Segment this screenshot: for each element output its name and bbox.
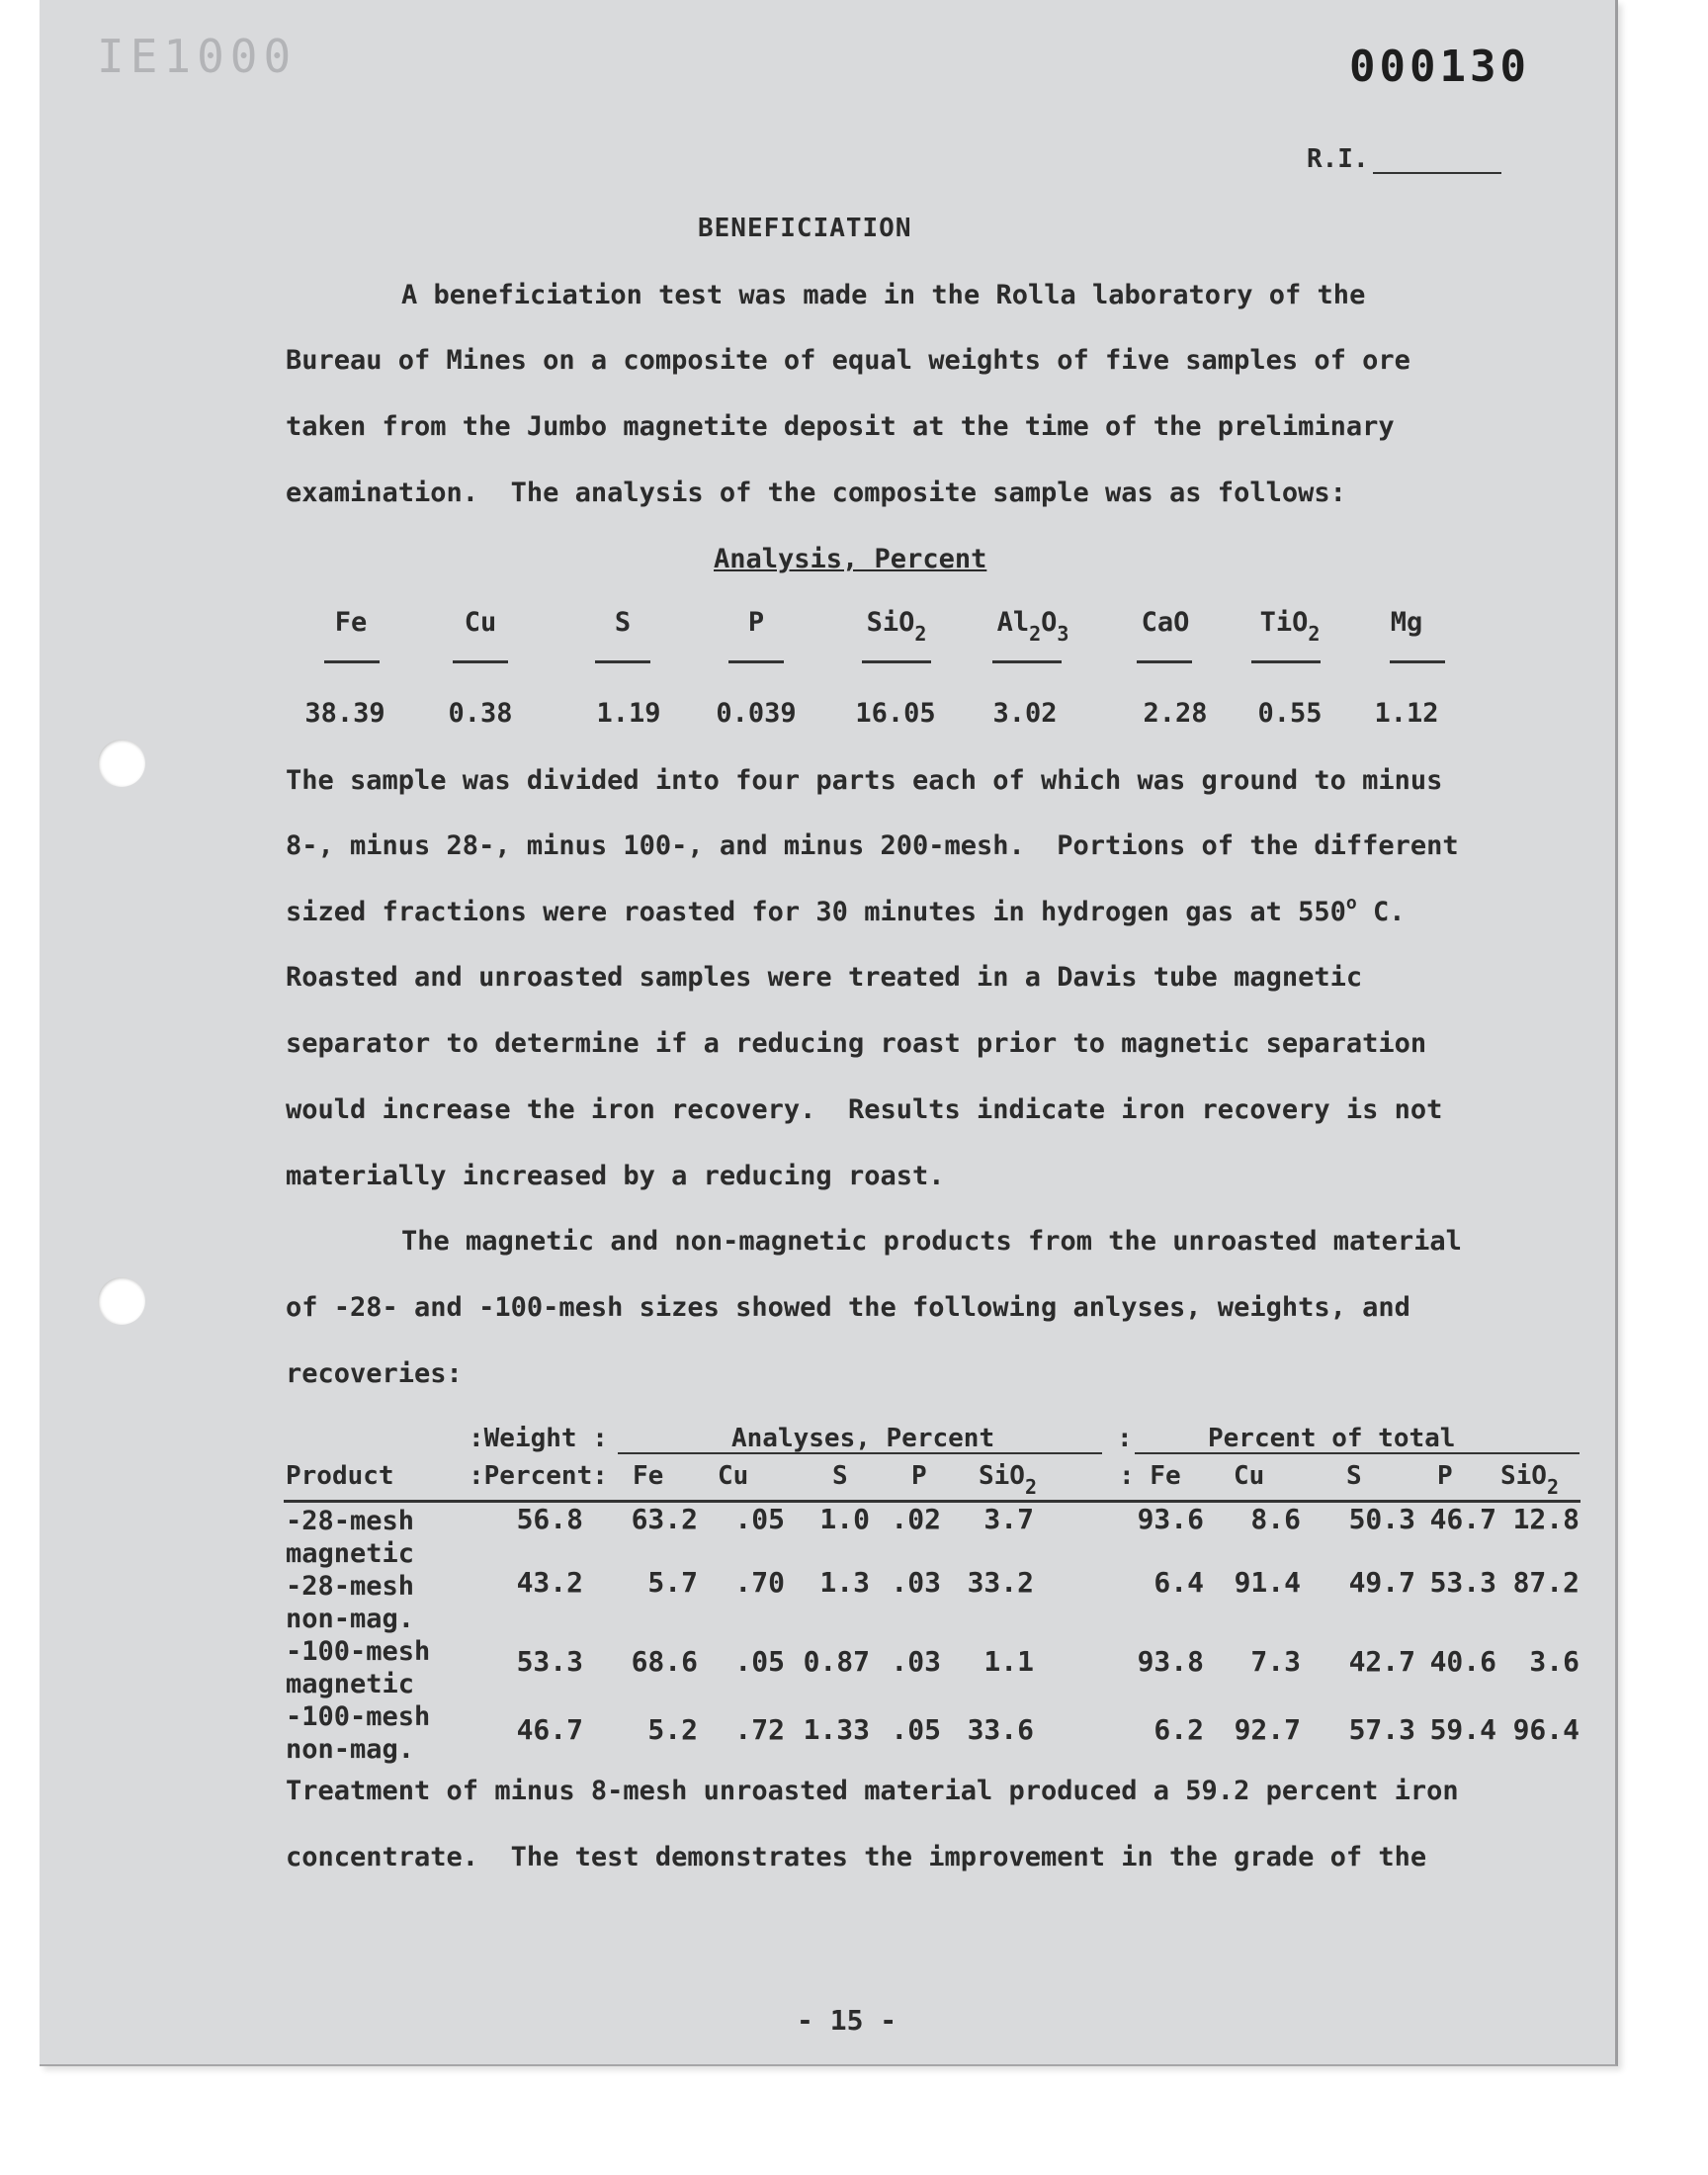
cell-total-p: 46.7 bbox=[1429, 1503, 1496, 1535]
element-header-fe: Fe bbox=[334, 607, 368, 638]
cell-sio2: 33.2 bbox=[967, 1566, 1034, 1599]
paragraph-line: sized fractions were roasted for 30 minutes in hydrogen gas at 550$^o$ C. bbox=[286, 893, 1406, 927]
paragraph-line: of -28- and -100-mesh sizes showed the following anlyses, weights, and bbox=[286, 1292, 1410, 1323]
table-header-a-cu: Cu bbox=[718, 1461, 749, 1491]
cell-weight: 46.7 bbox=[516, 1713, 583, 1746]
table-header-a-p: P bbox=[911, 1461, 927, 1491]
cell-cu: .72 bbox=[734, 1713, 785, 1746]
paragraph-line: 8-, minus 28-, minus 100-, and minus 200-mesh. Portions of the different bbox=[286, 830, 1459, 861]
analyses-header-rule bbox=[618, 1452, 1102, 1454]
paragraph-line: would increase the iron recovery. Results indicate iron recovery is not bbox=[286, 1094, 1443, 1125]
cell-fe: 63.2 bbox=[631, 1503, 698, 1535]
analysis-value-tio2: 0.55 bbox=[1257, 698, 1323, 729]
paragraph-line: The magnetic and non-magnetic products from the unroasted material bbox=[401, 1226, 1462, 1257]
table-header-analyses: Analyses, Percent bbox=[731, 1424, 995, 1453]
paragraph-line: recoveries: bbox=[286, 1358, 463, 1389]
cell-cu: .05 bbox=[734, 1503, 785, 1535]
table-header-a-sio2: SiO$_2$ bbox=[979, 1461, 1038, 1499]
table-header-weight: :Weight : bbox=[469, 1424, 608, 1453]
product-name: -100-mesh non-mag. bbox=[286, 1701, 431, 1765]
cell-total-cu: 92.7 bbox=[1234, 1713, 1301, 1746]
ri-field bbox=[1307, 144, 1501, 174]
document-number-stamp: 000130 bbox=[1349, 42, 1530, 92]
cell-total-sio2: 96.4 bbox=[1512, 1713, 1580, 1746]
cell-weight: 53.3 bbox=[516, 1645, 583, 1678]
document-page bbox=[40, 0, 1618, 2066]
table-header-t-sio2: SiO$_2$ bbox=[1500, 1461, 1560, 1499]
punch-hole-bottom bbox=[98, 1277, 145, 1325]
cell-fe: 5.2 bbox=[647, 1713, 698, 1746]
cell-p: .05 bbox=[891, 1713, 941, 1746]
total-header-rule bbox=[1135, 1452, 1580, 1454]
paragraph-line: concentrate. The test demonstrates the improvement in the grade of the bbox=[286, 1842, 1427, 1872]
cell-total-p: 59.4 bbox=[1429, 1713, 1496, 1746]
paragraph-line: Bureau of Mines on a composite of equal weights of five samples of ore bbox=[286, 345, 1410, 376]
analysis-value-p: 0.039 bbox=[716, 698, 797, 729]
paragraph-line: Roasted and unroasted samples were treated in a Davis tube magnetic bbox=[286, 962, 1363, 993]
product-name: -100-mesh magnetic bbox=[286, 1636, 431, 1699]
cell-sio2: 3.7 bbox=[983, 1503, 1034, 1535]
paragraph-line: materially increased by a reducing roast. bbox=[286, 1161, 945, 1191]
cell-total-s: 50.3 bbox=[1348, 1503, 1415, 1535]
cell-cu: .05 bbox=[734, 1645, 785, 1678]
ri-label: R.I. bbox=[1307, 144, 1369, 174]
header-dash bbox=[728, 660, 784, 663]
table-header-t-p: P bbox=[1437, 1461, 1453, 1491]
table-header-t-fe: : Fe bbox=[1119, 1461, 1181, 1491]
cell-total-cu: 7.3 bbox=[1250, 1645, 1301, 1678]
header-dash bbox=[453, 660, 508, 663]
analysis-caption: Analysis, Percent bbox=[714, 544, 987, 574]
element-header-tio2: TiO$_2$ bbox=[1259, 607, 1321, 646]
paragraph-line: A beneficiation test was made in the Rolla laboratory of the bbox=[401, 280, 1366, 310]
cell-total-p: 53.3 bbox=[1429, 1566, 1496, 1599]
cell-weight: 56.8 bbox=[516, 1503, 583, 1535]
header-dash bbox=[324, 660, 380, 663]
page-number: - 15 - bbox=[797, 2004, 897, 2037]
element-header-s: S bbox=[614, 607, 632, 638]
cell-sio2: 1.1 bbox=[983, 1645, 1034, 1678]
punch-hole-top bbox=[98, 740, 145, 787]
cell-total-s: 57.3 bbox=[1348, 1713, 1415, 1746]
cell-total-s: 49.7 bbox=[1348, 1566, 1415, 1599]
cell-p: .02 bbox=[891, 1503, 941, 1535]
header-dash bbox=[1390, 660, 1445, 663]
cell-total-cu: 8.6 bbox=[1250, 1503, 1301, 1535]
cell-fe: 68.6 bbox=[631, 1645, 698, 1678]
paragraph-line: The sample was divided into four parts each of which was ground to minus bbox=[286, 765, 1443, 796]
table-header-colon: : bbox=[1117, 1424, 1133, 1453]
cell-total-fe: 93.8 bbox=[1137, 1645, 1204, 1678]
analysis-value-al2o3: 3.02 bbox=[992, 698, 1058, 729]
cell-total-cu: 91.4 bbox=[1234, 1566, 1301, 1599]
cell-total-sio2: 87.2 bbox=[1512, 1566, 1580, 1599]
header-dash bbox=[1251, 660, 1321, 663]
analysis-value-sio2: 16.05 bbox=[855, 698, 936, 729]
table-header-percent: :Percent: bbox=[469, 1461, 608, 1491]
cell-total-fe: 93.6 bbox=[1137, 1503, 1204, 1535]
paragraph-line: examination. The analysis of the composite sample was as follows: bbox=[286, 478, 1346, 508]
table-header-product: Product bbox=[286, 1461, 394, 1491]
analysis-value-s: 1.19 bbox=[596, 698, 661, 729]
cell-total-fe: 6.2 bbox=[1153, 1713, 1204, 1746]
cell-s: 0.87 bbox=[803, 1645, 870, 1678]
header-dash bbox=[992, 660, 1062, 663]
element-header-mg: Mg bbox=[1390, 607, 1423, 638]
table-header-a-fe: Fe bbox=[633, 1461, 664, 1491]
element-header-p: P bbox=[747, 607, 765, 638]
paragraph-line: separator to determine if a reducing roast prior to magnetic separation bbox=[286, 1028, 1427, 1059]
element-header-al2o3: $Al_2O_3$ bbox=[996, 607, 1069, 646]
header-dash bbox=[1137, 660, 1192, 663]
cell-total-s: 42.7 bbox=[1348, 1645, 1415, 1678]
cell-sio2: 33.6 bbox=[967, 1713, 1034, 1746]
cell-weight: 43.2 bbox=[516, 1566, 583, 1599]
analysis-value-cu: 0.38 bbox=[448, 698, 513, 729]
ri-blank-line bbox=[1373, 150, 1501, 174]
analysis-value-cao: 2.28 bbox=[1143, 698, 1208, 729]
table-header-total: Percent of total bbox=[1208, 1424, 1456, 1453]
cell-p: .03 bbox=[891, 1566, 941, 1599]
section-title: BENEFICIATION bbox=[698, 214, 912, 243]
table-header-t-cu: Cu bbox=[1234, 1461, 1265, 1491]
cell-total-p: 40.6 bbox=[1429, 1645, 1496, 1678]
product-name: -28-mesh magnetic bbox=[286, 1506, 415, 1569]
paragraph-line: Treatment of minus 8-mesh unroasted material produced a 59.2 percent iron bbox=[286, 1776, 1459, 1806]
analysis-value-fe: 38.39 bbox=[304, 698, 385, 729]
cell-s: 1.33 bbox=[803, 1713, 870, 1746]
cell-total-fe: 6.4 bbox=[1153, 1566, 1204, 1599]
faint-stamp-number: IE1000 bbox=[97, 30, 298, 83]
element-header-cu: Cu bbox=[464, 607, 497, 638]
cell-total-sio2: 3.6 bbox=[1529, 1645, 1580, 1678]
cell-s: 1.3 bbox=[819, 1566, 870, 1599]
cell-s: 1.0 bbox=[819, 1503, 870, 1535]
element-header-sio2: SiO$_2$ bbox=[866, 607, 927, 646]
cell-total-sio2: 12.8 bbox=[1512, 1503, 1580, 1535]
header-dash bbox=[595, 660, 650, 663]
cell-cu: .70 bbox=[734, 1566, 785, 1599]
header-dash bbox=[862, 660, 931, 663]
cell-p: .03 bbox=[891, 1645, 941, 1678]
cell-fe: 5.7 bbox=[647, 1566, 698, 1599]
paragraph-line: taken from the Jumbo magnetite deposit at the time of the preliminary bbox=[286, 411, 1395, 442]
table-header-t-s: S bbox=[1346, 1461, 1362, 1491]
element-header-cao: CaO bbox=[1141, 607, 1190, 638]
analysis-value-mg: 1.12 bbox=[1374, 698, 1439, 729]
table-header-a-s: S bbox=[832, 1461, 848, 1491]
product-name: -28-mesh non-mag. bbox=[286, 1571, 415, 1634]
